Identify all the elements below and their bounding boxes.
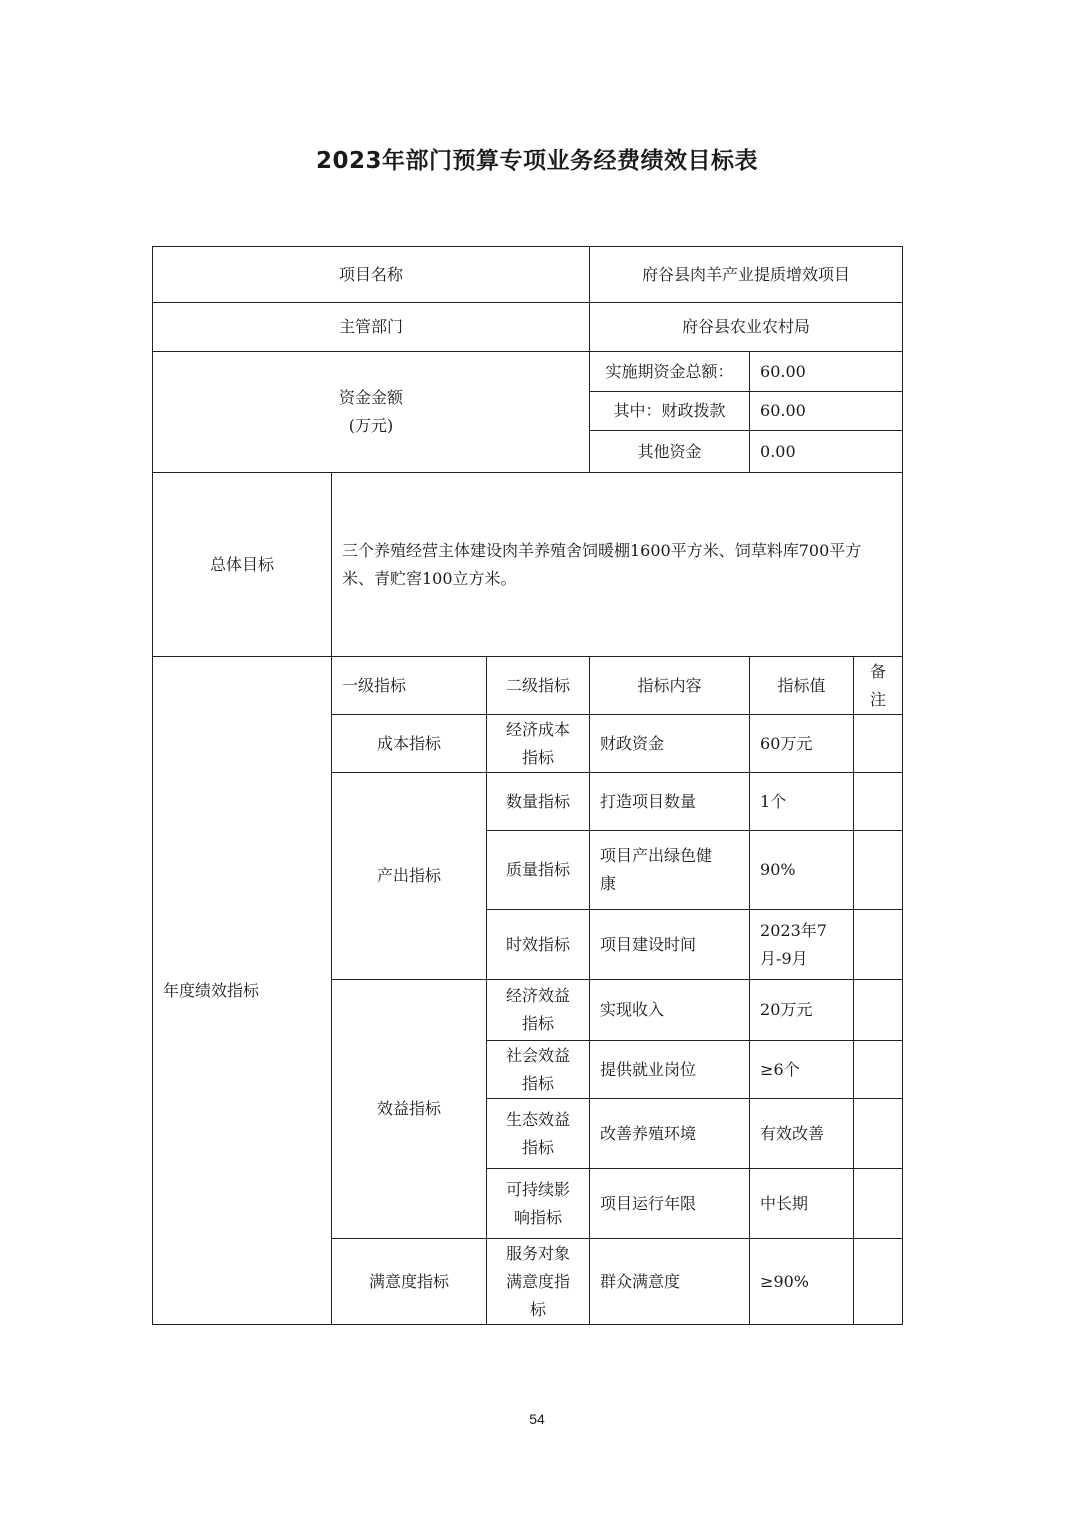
output-content: 项目产出绿色健 康	[590, 831, 750, 910]
remark-cell	[854, 773, 903, 831]
output-level1: 产出指标	[332, 773, 487, 980]
performance-table	[152, 246, 903, 1325]
benefit-level1: 效益指标	[332, 980, 487, 1239]
satisfaction-content: 群众满意度	[590, 1239, 750, 1325]
header-content: 指标内容	[590, 657, 750, 715]
remark-cell	[854, 910, 903, 980]
header-level1: 一级指标	[332, 657, 487, 715]
department-value: 府谷县农业农村局	[590, 303, 903, 352]
benefit-level2: 可持续影 响指标	[487, 1169, 590, 1239]
benefit-content: 提供就业岗位	[590, 1041, 750, 1099]
remark-cell	[854, 1041, 903, 1099]
benefit-value: ≥6个	[750, 1041, 854, 1099]
table-header-row	[153, 657, 903, 715]
benefit-level2: 经济效益 指标	[487, 980, 590, 1041]
funds-total-value: 60.00	[750, 352, 903, 392]
satisfaction-level2: 服务对象 满意度指 标	[487, 1239, 590, 1325]
page-number: 54	[529, 1411, 545, 1427]
benefit-value: 有效改善	[750, 1099, 854, 1169]
output-value: 90%	[750, 831, 854, 910]
remark-cell	[854, 1099, 903, 1169]
cost-content: 财政资金	[590, 715, 750, 773]
page-title: 2023年部门预算专项业务经费绩效目标表	[315, 148, 758, 174]
funds-total-label: 实施期资金总额：	[590, 352, 750, 392]
remark-cell	[854, 1169, 903, 1239]
output-content: 打造项目数量	[590, 773, 750, 831]
benefit-content: 改善养殖环境	[590, 1099, 750, 1169]
output-content: 项目建设时间	[590, 910, 750, 980]
remark-cell	[854, 831, 903, 910]
funds-fiscal-label: 其中：财政拨款	[590, 392, 750, 431]
output-level2: 质量指标	[487, 831, 590, 910]
output-level2: 数量指标	[487, 773, 590, 831]
funds-fiscal-value: 60.00	[750, 392, 903, 431]
goal-text: 三个养殖经营主体建设肉羊养殖舍饲暖棚1600平方米、饲草料库700平方米、青贮窖100立方米。	[332, 473, 903, 657]
header-level2: 二级指标	[487, 657, 590, 715]
output-value: 1个	[750, 773, 854, 831]
cost-level1: 成本指标	[332, 715, 487, 773]
funds-other-value: 0.00	[750, 431, 903, 473]
benefit-level2: 社会效益 指标	[487, 1041, 590, 1099]
table-row	[153, 473, 903, 657]
remark-cell	[854, 1239, 903, 1325]
benefit-level2: 生态效益 指标	[487, 1099, 590, 1169]
department-label: 主管部门	[153, 303, 590, 352]
project-name-value: 府谷县肉羊产业提质增效项目	[590, 247, 903, 303]
remark-cell	[854, 715, 903, 773]
output-level2: 时效指标	[487, 910, 590, 980]
goal-label: 总体目标	[153, 473, 332, 657]
project-name-label: 项目名称	[153, 247, 590, 303]
output-value: 2023年7 月-9月	[750, 910, 854, 980]
remark-cell	[854, 980, 903, 1041]
satisfaction-level1: 满意度指标	[332, 1239, 487, 1325]
table-row	[153, 352, 903, 392]
benefit-value: 中长期	[750, 1169, 854, 1239]
cost-value: 60万元	[750, 715, 854, 773]
benefit-content: 项目运行年限	[590, 1169, 750, 1239]
funds-label: 资金金额 (万元)	[153, 352, 590, 473]
benefit-value: 20万元	[750, 980, 854, 1041]
satisfaction-value: ≥90%	[750, 1239, 854, 1325]
annual-indicators-label: 年度绩效指标	[153, 657, 332, 1325]
benefit-content: 实现收入	[590, 980, 750, 1041]
cost-level2: 经济成本 指标	[487, 715, 590, 773]
table-row	[153, 247, 903, 303]
table-row	[153, 303, 903, 352]
header-remark: 备 注	[854, 657, 903, 715]
header-value: 指标值	[750, 657, 854, 715]
funds-other-label: 其他资金	[590, 431, 750, 473]
